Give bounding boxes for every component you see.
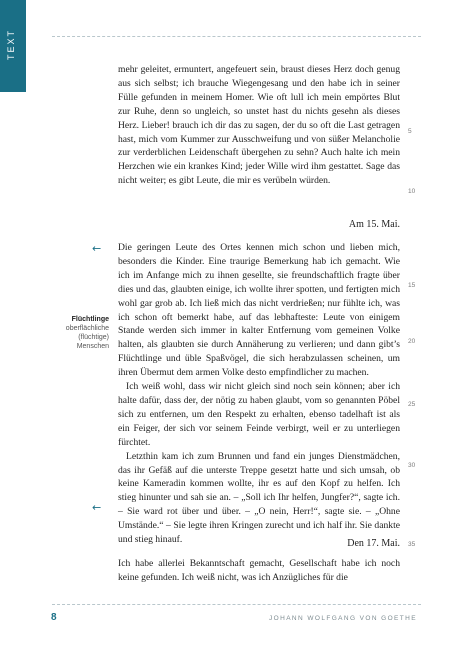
bottom-divider: [52, 604, 421, 605]
line-number: 10: [408, 188, 416, 195]
top-divider: [52, 36, 421, 37]
paragraph: Ich weiß wohl, dass wir nicht gleich sind noch sein können; aber ich halte dafür, dass der, der nötig zu haben glaubt, vom so genannten Pöbel sich zu entfernen, um den Respekt zu erhalten, ebenso tadelhaft ist als ein Feiger, der sich vor seinem Feinde verbirgt, weil er zu unterliegen fürchtet.: [118, 381, 400, 448]
glossary-definition: Menschen: [76, 343, 109, 350]
running-footer: JOHANN WOLFGANG VON GOETHE: [269, 615, 417, 622]
arrow-left-icon: ←: [92, 242, 102, 255]
paragraph: Die geringen Leute des Ortes kennen mich schon und lieben mich, besonders die Kinder. Eine traurige Bemerkung hab ich gemacht. Wie ich im Anfange mich zu ihnen gesellte, sie freundschaftlich fragte über dies und das, glaubten einige, ich wollte ihrer spotten, und fertigten mich wohl gar grob ab. Ich ließ mich das nicht verdrießen; nur fühlte ich, was ich schon oft bemerkt habe, auf das lebhafteste: Leute von einigem Stande werden sich immer in kalter Entfernung vom gemeinen Volke halten, als glaubten sie durch Annäherung zu verlieren; und dann gibt’s Flüchtlinge und üble Spaßvögel, die sich herabzulassen scheinen, um ihren Übermut dem armen Volke desto empfindlicher zu machen.: [118, 242, 400, 379]
paragraph: Letzthin kam ich zum Brunnen und fand ein junges Dienstmädchen, das ihr Gefäß auf die unterste Treppe gesetzt hatte und sich umsah, ob keine Kameradin kommen wollte, ihr es auf den Kopf zu helfen. Ich stieg hinunter und sah sie an. – „Soll ich Ihr helfen, Jungfer?“, sagte ich. – Sie ward rot über und über. – „O nein, Herr!“, sagte sie. – „Ohne Umstände.“ – Sie legte ihren Kringen zurecht und ich half ihr. Sie dankte und stieg hinauf.: [118, 450, 400, 546]
paragraph: mehr geleitet, ermuntert, angefeuert sein, braust dieses Herz doch genug aus sich selbst; ich brauche Wiegengesang und den habe ich in seiner Fülle gefunden in meinem Homer. Wie oft lull ich mein empörtes Blut zur Ruhe, denn so ungleich, so unstet hast du nichts gesehn als dieses Herz. Lieber! brauch ich dir das zu sagen, der du so oft die Last getragen hast, mich vom Kummer zur Ausschweifung und von süßer Melancholie zur verderblichen Leidenschaft übergehen zu sehn? Auch halte ich mein Herzchen wie ein krankes Kind; jeder Wille wird ihm gestattet. Sage das nicht weiter; es gibt Leute, die mir es verübeln würden.: [118, 64, 400, 187]
line-number: 5: [408, 128, 412, 135]
section-tab-label: TEXT: [6, 28, 16, 60]
glossary-definition: oberflächliche: [65, 325, 109, 332]
margin-glossary-note: [52, 315, 109, 351]
paragraph: Ich habe allerlei Bekanntschaft gemacht, Gesellschaft habe ich noch keine gefunden. Ich weiß nicht, was ich Anzügliches für die: [118, 558, 400, 583]
line-number: 25: [408, 401, 416, 408]
text-block-2: [118, 241, 400, 547]
date-heading-2: Den 17. Mai.: [347, 538, 400, 549]
line-number: 15: [408, 282, 416, 289]
section-tab: [0, 0, 26, 92]
glossary-definition: (flüchtige): [78, 334, 109, 341]
text-block-1: [118, 63, 400, 188]
text-block-3: [118, 557, 400, 585]
line-number: 30: [408, 462, 416, 469]
line-number: 35: [408, 541, 416, 548]
glossary-term: Flüchtlinge: [71, 316, 109, 323]
page-number: 8: [51, 612, 57, 623]
line-number: 20: [408, 338, 416, 345]
date-heading-1: Am 15. Mai.: [348, 219, 400, 230]
arrow-left-icon: ←: [92, 501, 102, 514]
